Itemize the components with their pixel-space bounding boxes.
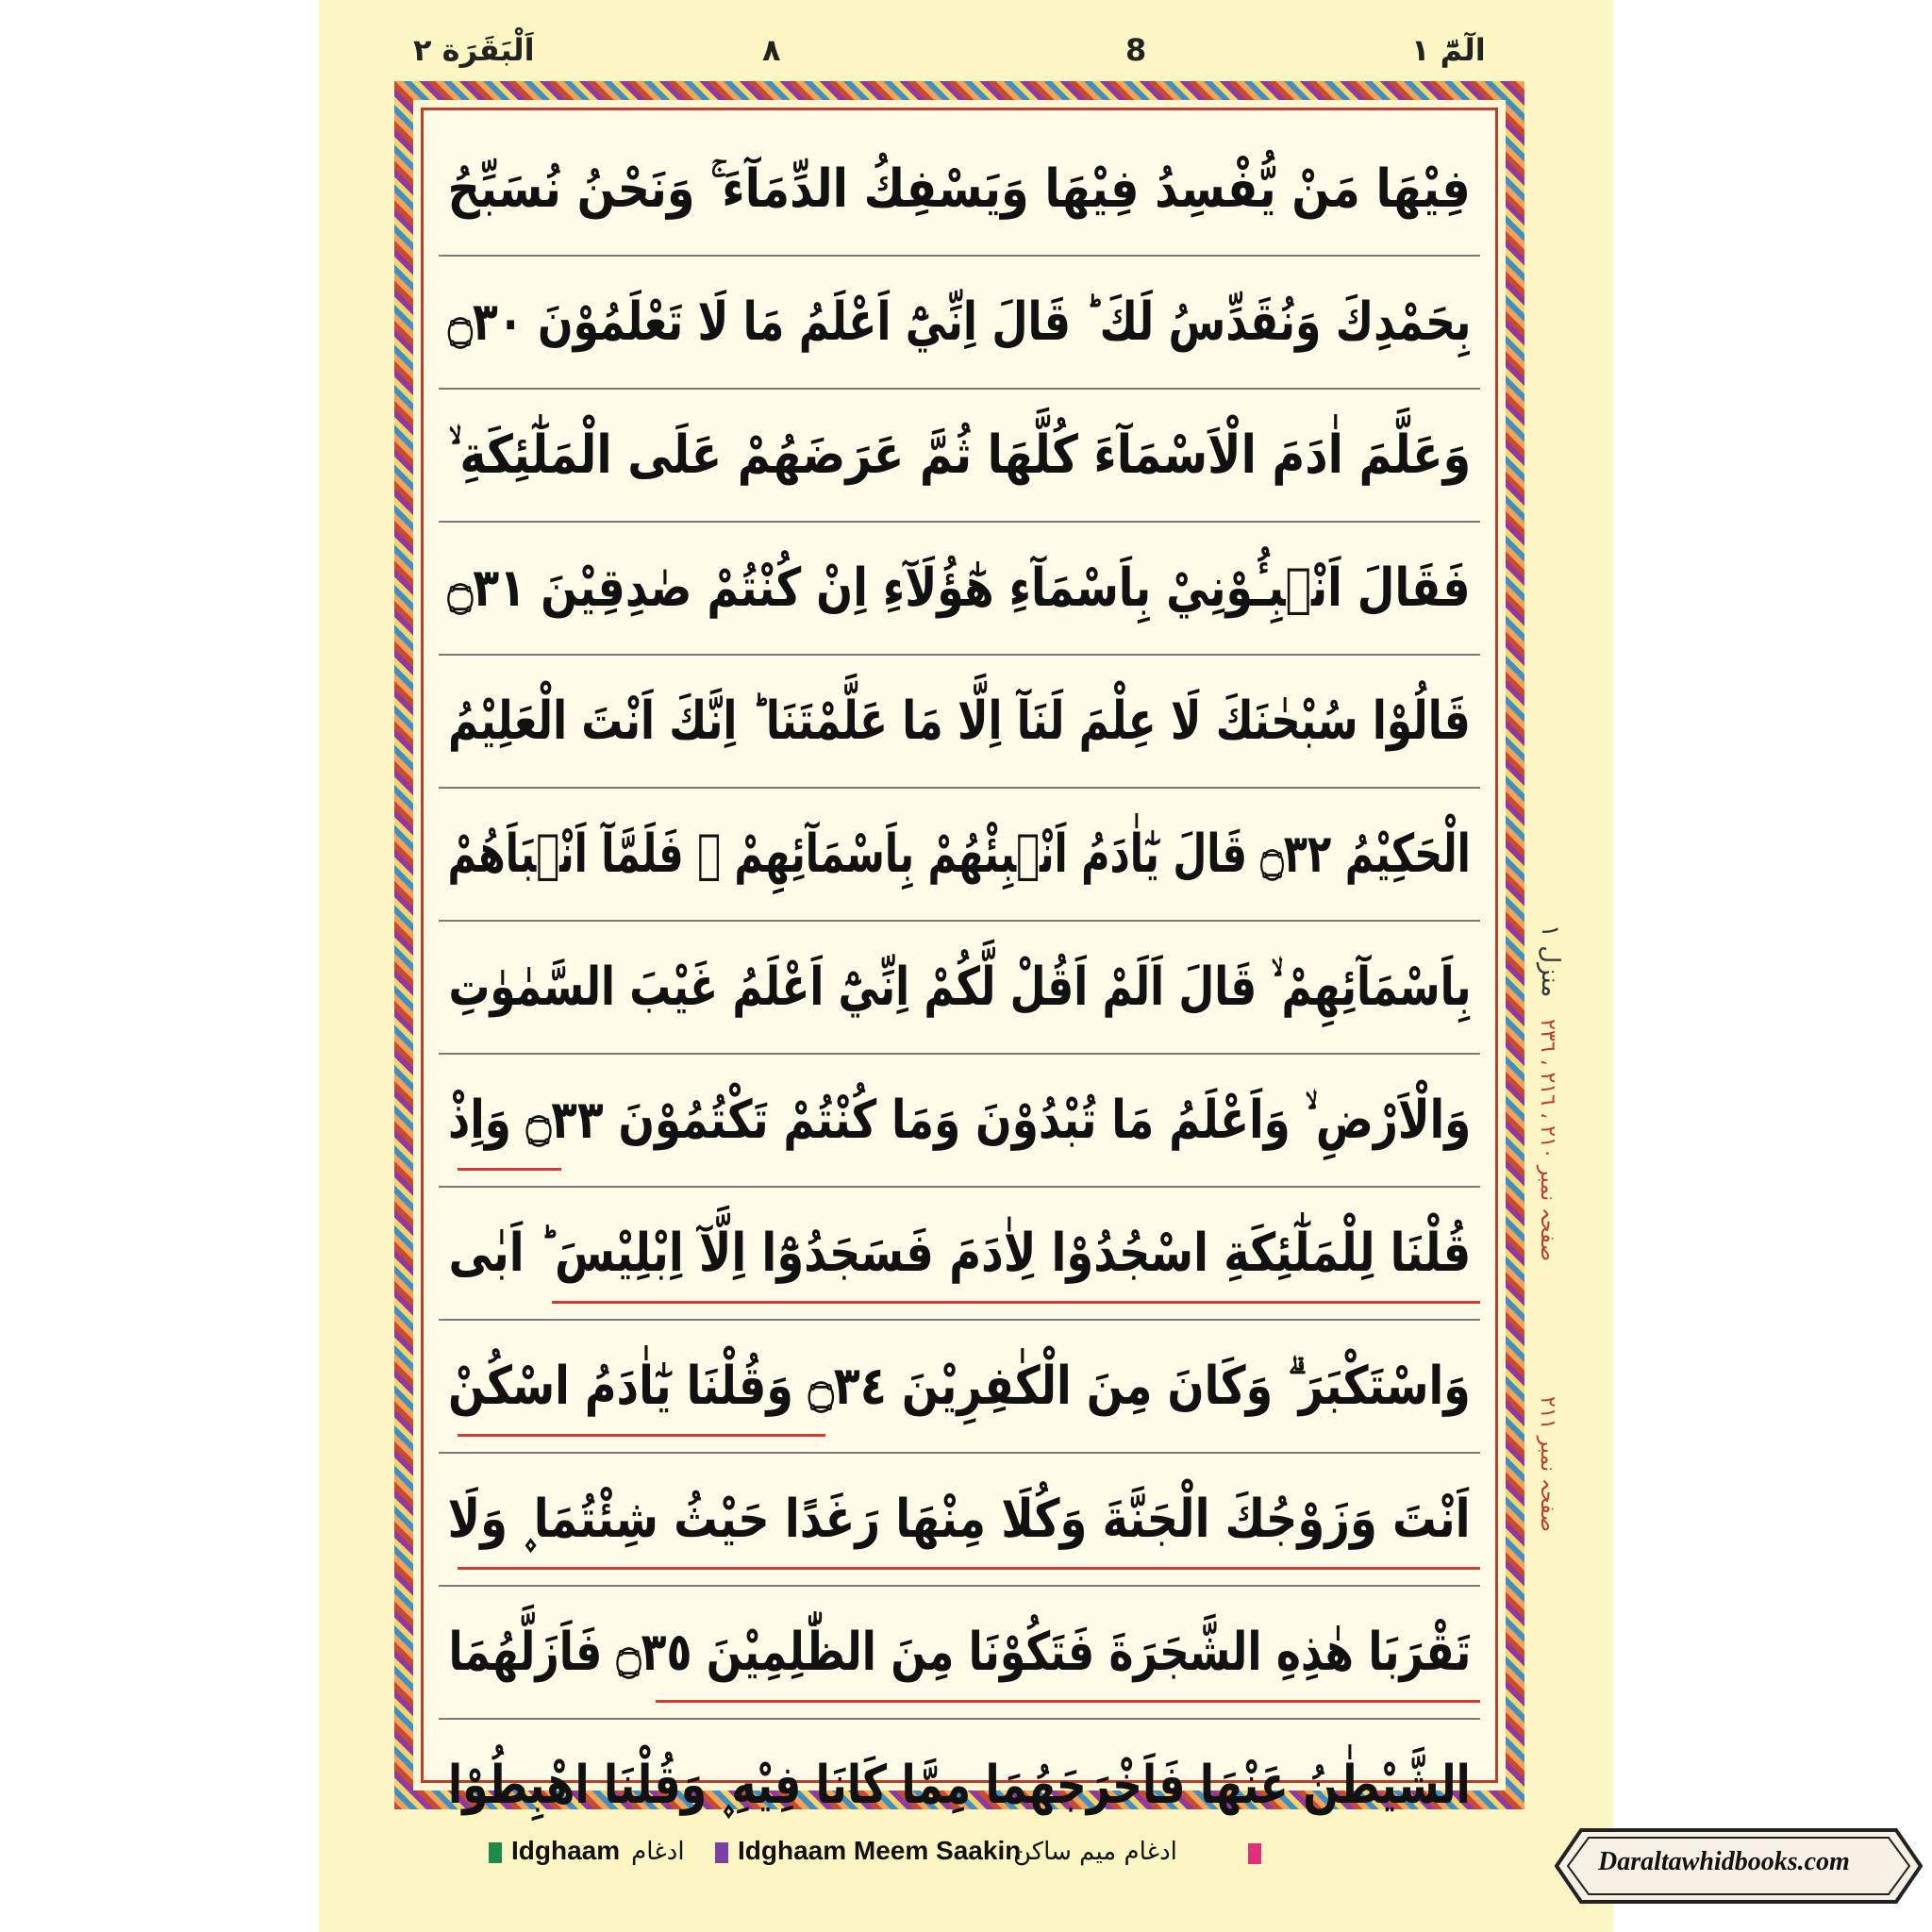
- verse-line: وَاسْتَكْبَرَ ۗ وَكَانَ مِنَ الْكٰفِرِيْنَ ۝٣٤ وَقُلْنَا يٰٓاٰدَمُ اسْكُنْ: [439, 1321, 1480, 1454]
- legend-swatch: [489, 1842, 502, 1863]
- tajweed-legend: [319, 1832, 1613, 1879]
- verse-line: فَقَالَ اَنْۢبِـُٔوْنِيْ بِاَسْمَآءِ هٰٓؤُلَآءِ اِنْ كُنْتُمْ صٰدِقِيْنَ ۝٣١: [439, 523, 1480, 656]
- underline-mark: [458, 1434, 825, 1437]
- decorative-border: [394, 81, 1524, 1816]
- reference-note: صفحہ نمبر ٢١١: [1536, 1396, 1559, 1532]
- page-header: [319, 25, 1613, 81]
- reference-note: صفحہ نمبر ٢١٠ ، ٢١٦ ، ٢٣٦: [1536, 1019, 1559, 1262]
- text-panel: [421, 108, 1498, 1816]
- legend-idghaam-meem-saakin: Idghaam Meem Saakin: [715, 1836, 1021, 1866]
- verse-line: تَقْرَبَا هٰذِهِ الشَّجَرَةَ فَتَكُوْنَا مِنَ الظّٰلِمِيْنَ ۝٣٥ فَاَزَلَّهُمَا: [439, 1587, 1480, 1720]
- legend-swatch: [715, 1842, 728, 1863]
- legend-idghaam-meem-saakin-arabic: ادغام میم ساکن: [1013, 1838, 1177, 1866]
- page-number: 8: [1125, 32, 1147, 68]
- legend-idghaam: Idghaam ادغام: [489, 1836, 685, 1866]
- legend-swatch: [1248, 1843, 1261, 1864]
- verse-line: قَالُوْا سُبْحٰنَكَ لَا عِلْمَ لَنَآ اِلَّا مَا عَلَّمْتَنَا ؕ اِنَّكَ اَنْتَ الْعَلِيْمُ: [439, 656, 1480, 789]
- surah-name: اَلْبَقَرَة ٢: [413, 32, 535, 68]
- juz-name: الٓمّٓ ١: [1411, 32, 1486, 68]
- verse-line: اَنْتَ وَزَوْجُكَ الْجَنَّةَ وَكُلَا مِنْهَا رَغَدًا حَيْثُ شِئْتُمَا ۪ وَلَا: [439, 1454, 1480, 1587]
- watermark-logo: [1555, 1826, 1923, 1906]
- verse-line: وَالْاَرْضِ ۙ وَاَعْلَمُ مَا تُبْدُوْنَ وَمَا كُنْتُمْ تَكْتُمُوْنَ ۝٣٣ وَاِذْ: [439, 1055, 1480, 1188]
- verse-lines: [439, 124, 1480, 1816]
- underline-mark: [552, 1301, 1480, 1304]
- page-number-arabic: ٨: [762, 32, 781, 68]
- underline-mark: [458, 1168, 561, 1171]
- mushaf-page: [319, 0, 1850, 1932]
- manzil-note: منزل ١: [1536, 924, 1564, 998]
- underline-mark: [656, 1700, 1480, 1703]
- underline-mark: [458, 1567, 1480, 1570]
- verse-line: الْحَكِيْمُ ۝٣٢ قَالَ يٰٓاٰدَمُ اَنْۢبِئْهُمْ بِاَسْمَآئِهِمْ ۚ فَلَمَّآ اَنْۢبَاَهُمْ: [439, 789, 1480, 922]
- verse-line: فِيْهَا مَنْ يُّفْسِدُ فِيْهَا وَيَسْفِكُ الدِّمَآءَ ۚ وَنَحْنُ نُسَبِّحُ: [439, 124, 1480, 257]
- watermark-text: Daraltawhidbooks.com: [1598, 1847, 1850, 1876]
- verse-line: وَعَلَّمَ اٰدَمَ الْاَسْمَآءَ كُلَّهَا ثُمَّ عَرَضَهُمْ عَلَى الْمَلٰٓئِكَةِ ۙ: [439, 390, 1480, 523]
- verse-line: الشَّيْطٰنُ عَنْهَا فَاَخْرَجَهُمَا مِمَّا كَانَا فِيْهِ ۪ وَقُلْنَا اهْبِطُوْا: [448, 1754, 1471, 1816]
- verse-line: بِاَسْمَآئِهِمْ ۙ قَالَ اَلَمْ اَقُلْ لَّكُمْ اِنِّيْٓ اَعْلَمُ غَيْبَ السَّمٰوٰتِ: [439, 922, 1480, 1055]
- verse-line: قُلْنَا لِلْمَلٰٓئِكَةِ اسْجُدُوْا لِاٰدَمَ فَسَجَدُوْٓا اِلَّآ اِبْلِيْسَ ؕ اَبٰى: [439, 1188, 1480, 1321]
- verse-line: بِحَمْدِكَ وَنُقَدِّسُ لَكَ ؕ قَالَ اِنِّيْٓ اَعْلَمُ مَا لَا تَعْلَمُوْنَ ۝٣٠: [439, 257, 1480, 390]
